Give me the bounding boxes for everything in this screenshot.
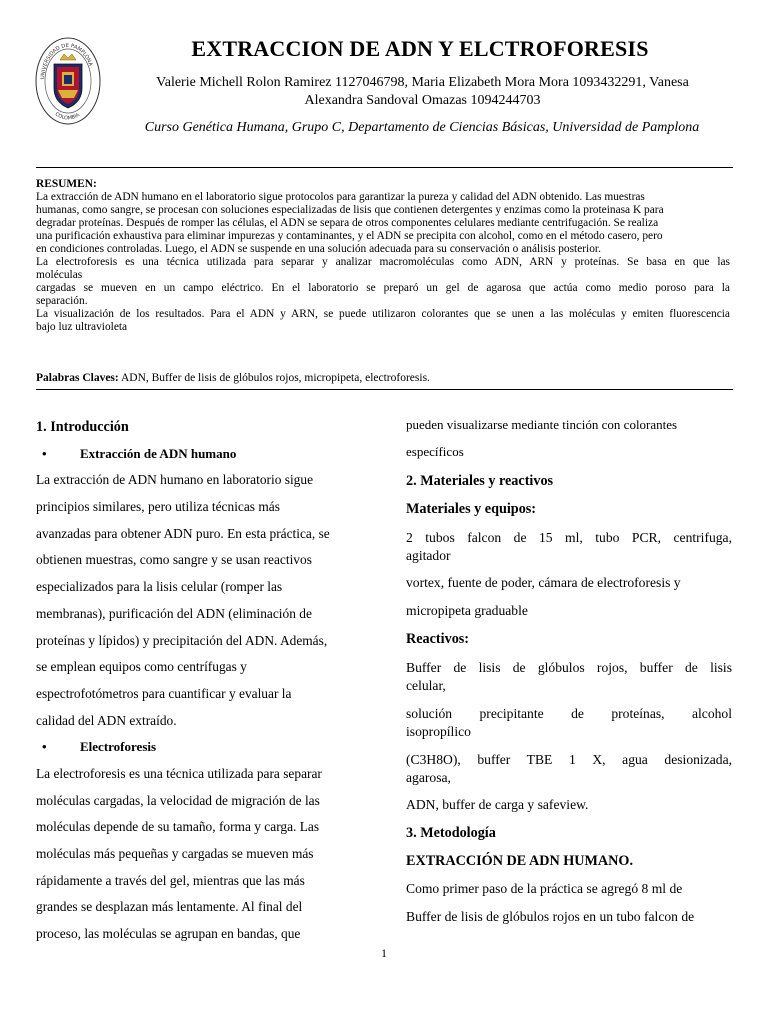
left-column — [36, 414, 348, 948]
body-line: moléculas depende de su tamaño, forma y carga. Las — [36, 819, 320, 835]
body-line: solución precipitante de proteínas, alcohol — [406, 706, 732, 721]
seal-top-text: UNIVERSIDAD DE PAMPLONA — [40, 42, 94, 80]
subheading-extraccion: • Extracción de ADN humano — [36, 441, 348, 468]
body-line: La electroforesis es una técnica utilizada para separar — [36, 765, 322, 781]
abstract-line: degradar proteínas. Después de romper las células, el ADN se separa de otros componentes celulares mediante centrifugación. Se realiza — [36, 217, 659, 229]
abstract-line: La electroforesis es una técnica utilizada para separar y analizar macromoléculas como ADN, ARN y proteínas. Se basa en que las — [36, 256, 730, 268]
abstract-line: bajo luz ultravioleta — [36, 321, 128, 333]
keywords-label: Palabras Claves: — [36, 372, 119, 384]
abstract-line: en condiciones controladas. Luego, el ADN se suspende en una solución adecuada para su conservación o análisis posterior. — [36, 243, 601, 255]
body-line: 2 tubos falcon de 15 ml, tubo PCR, centrifuga, — [406, 530, 732, 545]
right-column — [406, 413, 732, 931]
body-line: se emplean equipos como centrífugas y — [36, 659, 247, 675]
abstract-line: humanas, como sangre, se procesan con soluciones especializadas de lisis que contienen detergentes y enzimas como la proteinasa K para — [36, 204, 664, 216]
reactive-item — [406, 659, 732, 695]
body-line: agarosa, — [406, 770, 451, 785]
body-line: proceso, las moléculas se agrupan en bandas, que — [36, 926, 301, 942]
body-line: moléculas cargadas, la velocidad de migración de las — [36, 792, 320, 808]
body-line: vortex, fuente de poder, cámara de electroforesis y — [406, 575, 681, 590]
subheading-reactivos: Reactivos: — [406, 631, 470, 647]
body-line: obtienen muestras, como sangre y se usan reactivos — [36, 552, 312, 568]
subheading-extraccion-adn: EXTRACCIÓN DE ADN HUMANO. — [406, 853, 634, 869]
body-line: micropipeta graduable — [406, 603, 528, 618]
body-line: moléculas más pequeñas y cargadas se mueven más — [36, 846, 314, 861]
reactive-item — [406, 751, 732, 787]
body-line: Como primer paso de la práctica se agregó 8 ml de — [406, 881, 683, 896]
abstract-line: una purificación exhaustiva para eliminar impurezas y contaminantes, y el ADN se precipita con alcohol, como en el método casero, pero — [36, 230, 663, 242]
body-line: Buffer de lisis de glóbulos rojos, buffer de lisis — [406, 660, 732, 675]
seal-bottom-text: COLOMBIA — [53, 111, 81, 122]
abstract-label: RESUMEN: — [36, 178, 97, 190]
body-line: espectrofotómetros para cuantificar y evaluar la — [36, 685, 292, 701]
paper-title: EXTRACCION DE ADN Y ELCTROFORESIS — [191, 36, 649, 61]
top-divider — [36, 167, 733, 168]
body-line: calidad del ADN extraído. — [36, 712, 177, 728]
body-line: agitador — [406, 548, 451, 563]
subheading-materiales-equipos: Materiales y equipos: — [406, 501, 537, 517]
abstract-divider — [36, 389, 733, 390]
authors — [125, 74, 720, 110]
authors-line-1: Valerie Michell Rolon Ramirez 1127046798, Maria Elizabeth Mora Mora 1093432291, Vanesa — [156, 75, 689, 90]
body-line: (C3H8O), buffer TBE 1 X, agua desionizada, — [406, 752, 732, 767]
abstract-line: separación. — [36, 295, 88, 307]
reactive-item — [406, 705, 732, 741]
keywords — [36, 372, 730, 384]
course-affiliation: Curso Genética Humana, Grupo C, Departamento de Ciencias Básicas, Universidad de Pamplona — [144, 120, 700, 135]
abstract-line: La visualización de los resultados. Para el ADN y ARN, se puede utilizaron colorantes que se unen a las moléculas y emiten fluorescencia — [36, 308, 730, 320]
abstract-line: cargadas se mueven en un campo eléctrico. En el laboratorio se preparó un gel de agarosa que actúa como medio poroso para la — [36, 282, 730, 294]
body-line: específicos — [406, 444, 464, 459]
abstract-line: moléculas — [36, 269, 83, 281]
body-line: ADN, buffer de carga y safeview. — [406, 797, 589, 812]
subheading-electroforesis: • Electroforesis — [36, 734, 348, 761]
body-line: Buffer de lisis de glóbulos rojos en un tubo falcon de — [406, 909, 695, 924]
university-seal-logo — [34, 36, 102, 126]
authors-line-2: Alexandra Sandoval Omazas 1094244703 — [304, 93, 541, 108]
body-line: avanzadas para obtener ADN puro. En esta práctica, se — [36, 525, 330, 541]
section-heading-metodologia: 3. Metodología — [406, 825, 496, 841]
materials-item — [406, 529, 732, 565]
body-line: especializados para la lisis celular (romper las — [36, 579, 283, 595]
body-line: membranas), purificación del ADN (eliminación de — [36, 605, 312, 621]
abstract — [36, 178, 730, 334]
keywords-text: ADN, Buffer de lisis de glóbulos rojos, micropipeta, electroforesis. — [118, 372, 430, 384]
section-heading-materiales: 2. Materiales y reactivos — [406, 473, 554, 489]
abstract-line: La extracción de ADN humano en el laboratorio sigue protocolos para garantizar la pureza y calidad del ADN obtenido. Las muestras — [36, 191, 645, 203]
body-line: isopropílico — [406, 724, 471, 739]
body-line: grandes se desplazan más lentamente. Al final del — [36, 899, 303, 915]
body-line: rápidamente a través del gel, mientras que las más — [36, 872, 305, 888]
body-line: pueden visualizarse mediante tinción con colorantes — [406, 417, 678, 432]
body-line: La extracción de ADN humano en laboratorio sigue — [36, 472, 314, 488]
body-line: proteínas y lípidos) y precipitación del ADN. Además, — [36, 632, 328, 648]
body-line: celular, — [406, 678, 446, 693]
section-heading-introduccion: 1. Introducción — [36, 419, 129, 435]
page-number: 1 — [381, 946, 387, 960]
body-line: principios similares, pero utiliza técnicas más — [36, 499, 280, 515]
